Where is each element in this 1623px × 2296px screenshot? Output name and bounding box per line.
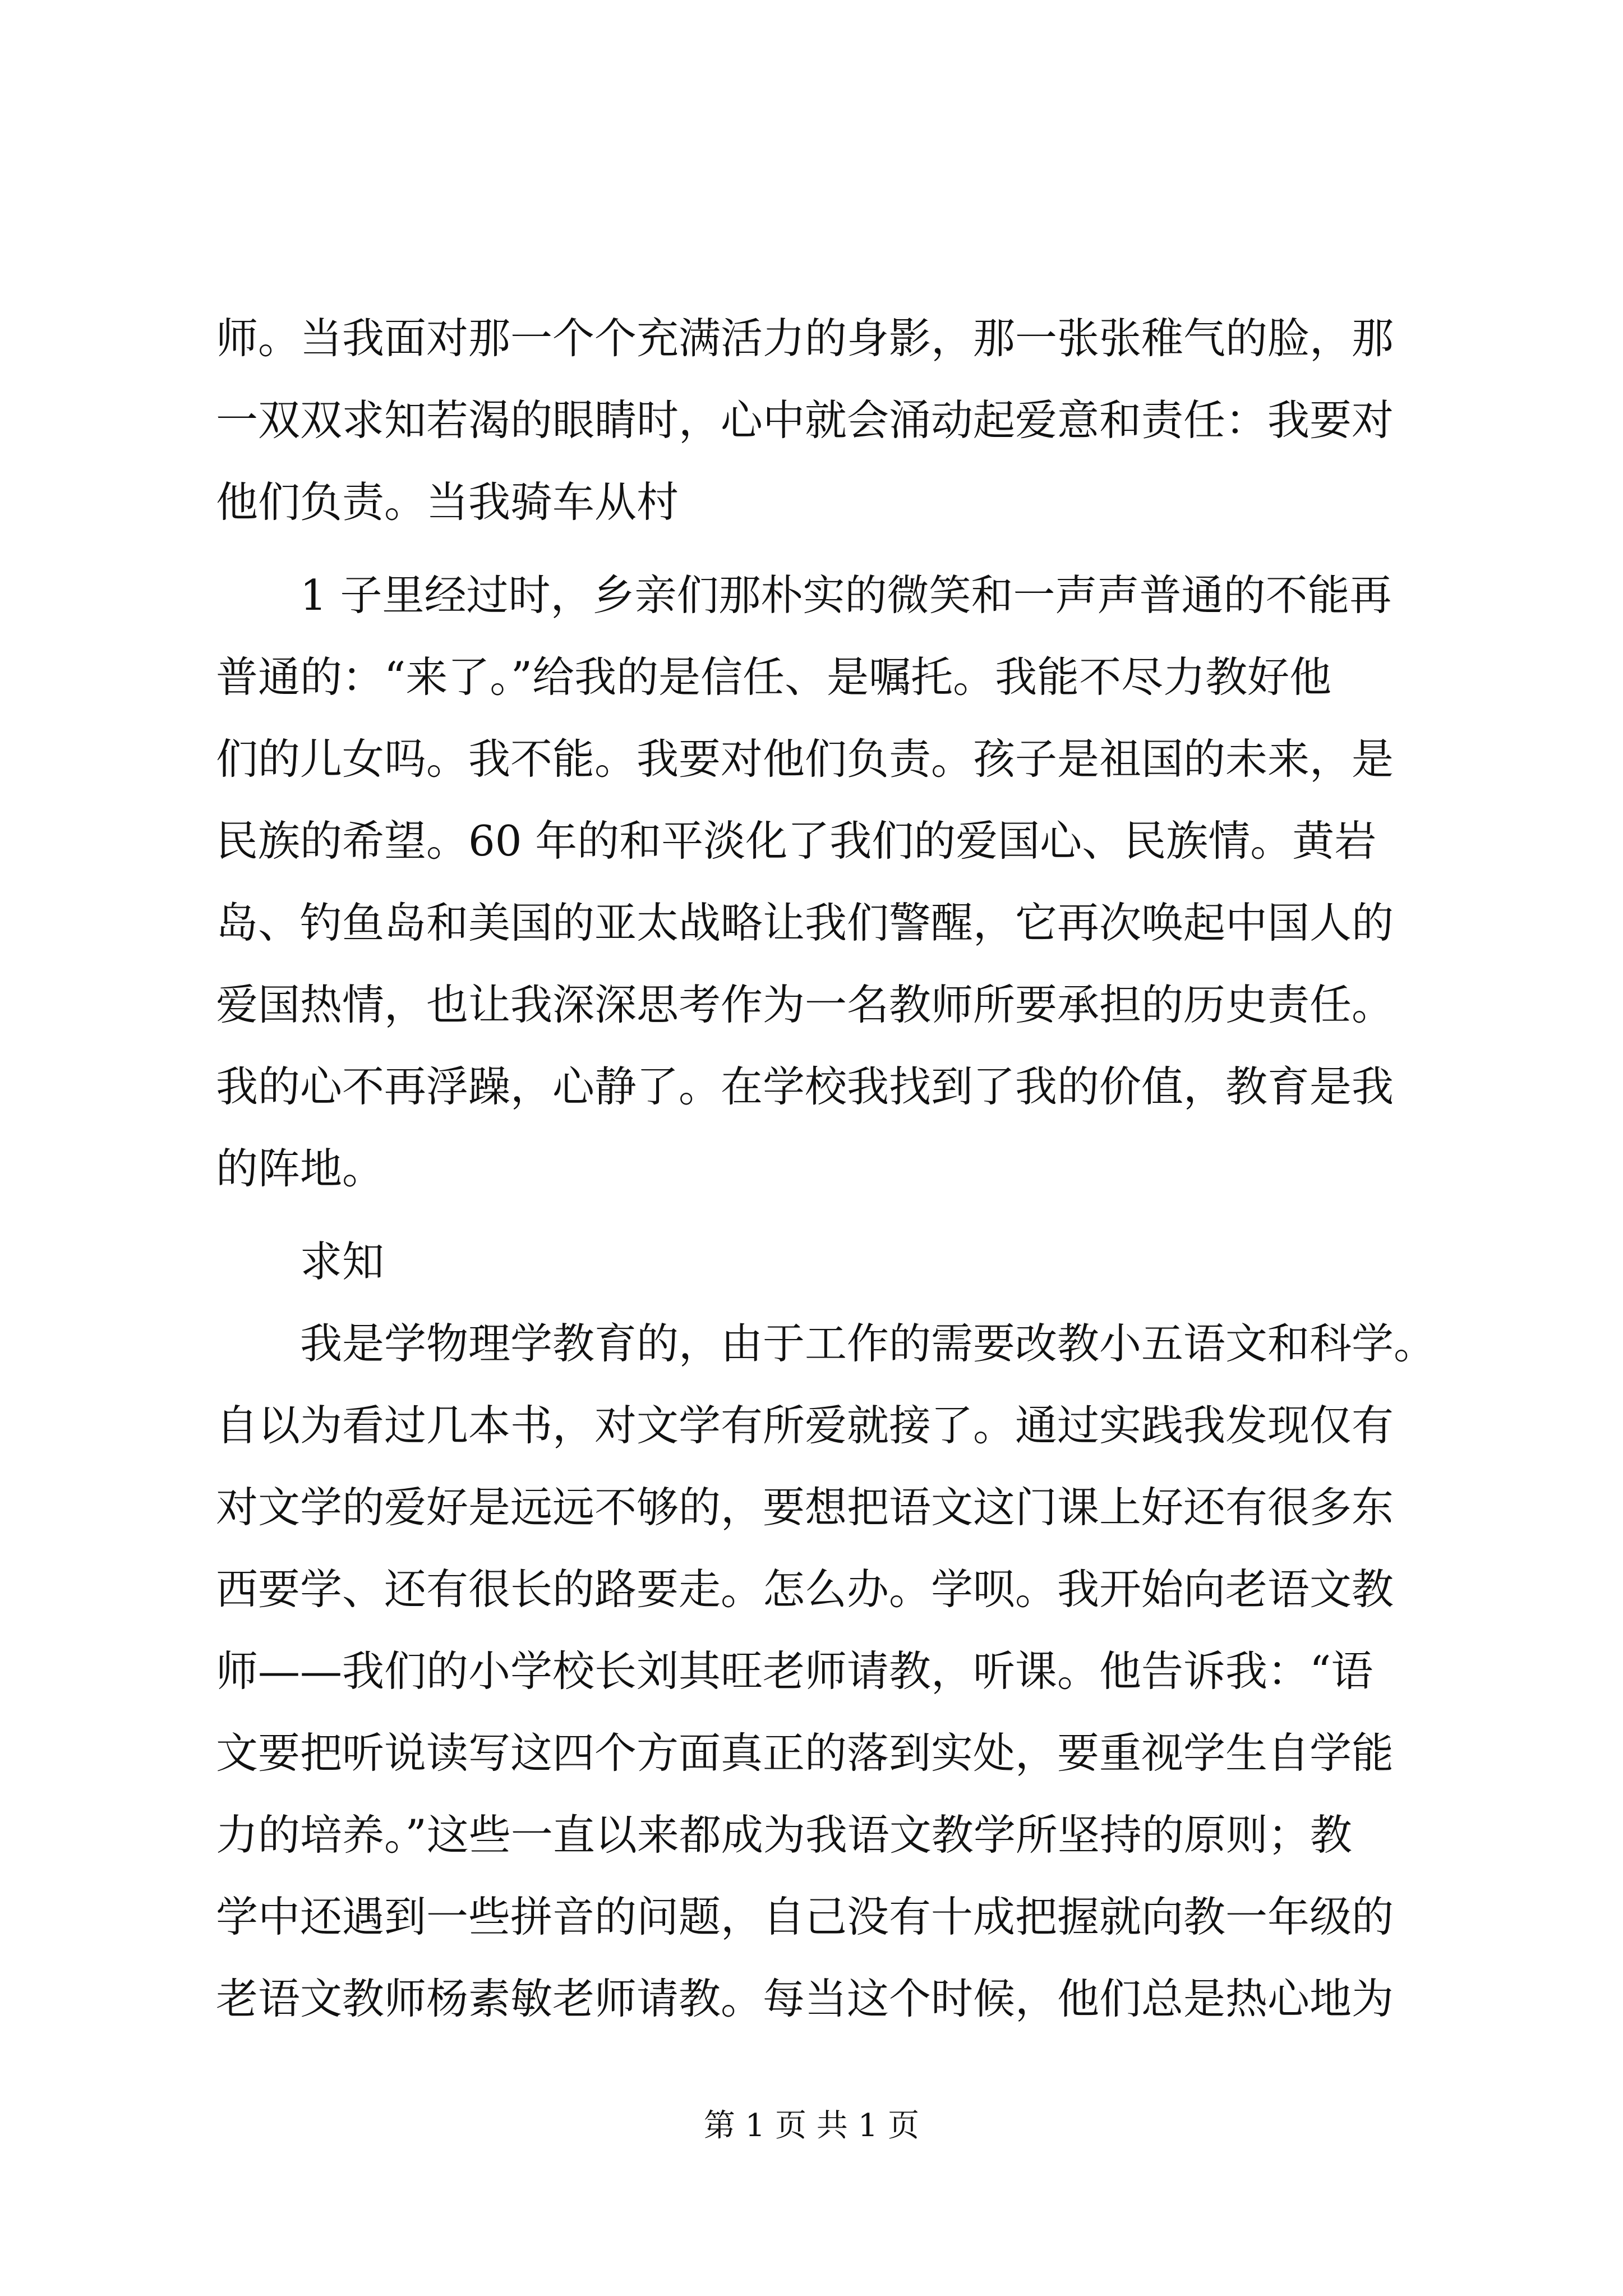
text-line: 文要把听说读写这四个方面真正的落到实处，要重视学生自学能: [216, 1728, 1394, 1778]
heading-text: 求知: [300, 1237, 385, 1286]
text-line: 他们负责。当我骑车从村: [216, 477, 679, 527]
text-line: 师。当我面对那一个个充满活力的身影，那一张张稚气的脸，那: [216, 314, 1394, 363]
paragraph-1: [216, 297, 1422, 543]
text-line: 民族的希望。60 年的和平淡化了我们的爱国心、民族情。黄岩: [216, 816, 1377, 866]
text-line: 爱国热情，也让我深深思考作为一名教师所要承担的历史责任。: [216, 980, 1394, 1029]
text-line: 我的心不再浮躁，心静了。在学校我找到了我的价值，教育是我: [216, 1062, 1394, 1111]
text-line: 我是学物理学教育的，由于工作的需要改教小五语文和科学。: [300, 1319, 1436, 1368]
document-body: [216, 297, 1436, 2040]
text-line: 普通的：“来了。”给我的是信任、是嘱托。我能不尽力教好他: [216, 652, 1332, 702]
section-heading: [216, 1221, 1422, 1303]
text-line: 1 子里经过时，乡亲们那朴实的微笑和一声声普通的不能再: [300, 570, 1392, 620]
text-line: 老语文教师杨素敏老师请教。每当这个时候，他们总是热心地为: [216, 1974, 1394, 2023]
text-line: 师——我们的小学校长刘其旺老师请教，听课。他告诉我：“语: [216, 1646, 1373, 1696]
text-line: 力的培养。”这些一直以来都成为我语文教学所坚持的原则；教: [216, 1810, 1352, 1860]
paragraph-3: [216, 1303, 1436, 2040]
text-line: 西要学、还有很长的路要走。怎么办。学呗。我开始向老语文教: [216, 1565, 1394, 1614]
text-line: 一双双求知若渴的眼睛时，心中就会涌动起爱意和责任：我要对: [216, 395, 1394, 445]
text-line: 对文学的爱好是远远不够的，要想把语文这门课上好还有很多东: [216, 1483, 1394, 1532]
page-footer: 第 1 页 共 1 页: [703, 2108, 920, 2144]
text-line: 岛、钓鱼岛和美国的亚太战略让我们警醒，它再次唤起中国人的: [216, 898, 1394, 947]
text-line: 学中还遇到一些拼音的问题，自己没有十成把握就向教一年级的: [216, 1892, 1394, 1941]
paragraph-2: [216, 554, 1422, 1209]
text-line: 的阵地。: [216, 1144, 385, 1193]
text-line: 自以为看过几本书，对文学有所爱就接了。通过实践我发现仅有: [216, 1401, 1394, 1450]
text-line: 们的儿女吗。我不能。我要对他们负责。孩子是祖国的未来，是: [216, 734, 1394, 784]
